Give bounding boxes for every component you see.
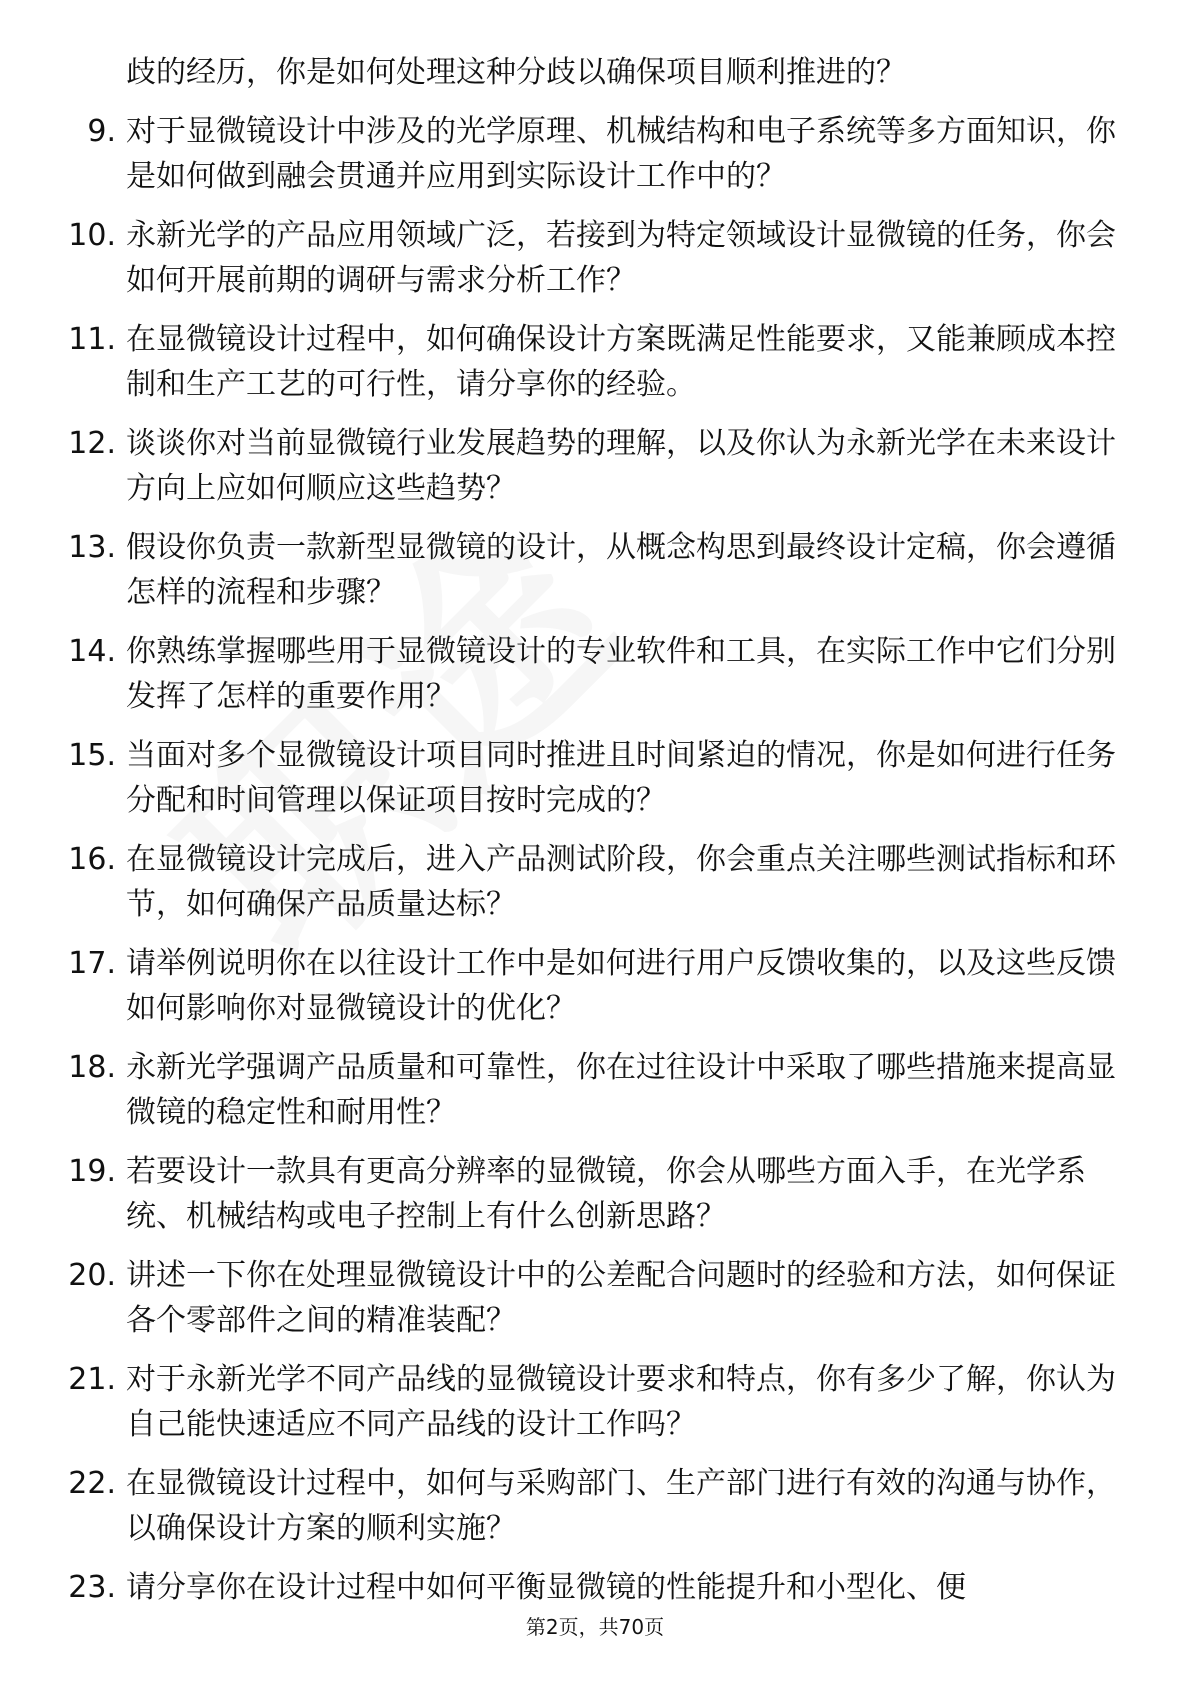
- list-item: [54, 1357, 1124, 1447]
- question-number: 21.: [68, 1362, 116, 1397]
- question-number: 19.: [68, 1154, 116, 1189]
- question-number: 10.: [68, 218, 116, 253]
- question-number: 14.: [68, 634, 116, 669]
- question-number: 11.: [68, 322, 116, 357]
- question-number: 15.: [68, 738, 116, 773]
- list-item-continuation: [54, 50, 1124, 95]
- question-number: 23.: [68, 1570, 116, 1605]
- list-item: [54, 317, 1124, 407]
- question-number: 17.: [68, 946, 116, 981]
- question-text: 在显微镜设计过程中，如何确保设计方案既满足性能要求，又能兼顾成本控制和生产工艺的可行性，请分享你的经验。: [126, 322, 1116, 402]
- question-number: 18.: [68, 1050, 116, 1085]
- list-item: [54, 837, 1124, 927]
- question-list: [54, 50, 1124, 1624]
- list-item: [54, 941, 1124, 1031]
- list-item: [54, 1461, 1124, 1551]
- list-item: [54, 1045, 1124, 1135]
- question-text: 对于永新光学不同产品线的显微镜设计要求和特点，你有多少了解，你认为自己能快速适应不同产品线的设计工作吗？: [126, 1362, 1116, 1442]
- question-number: 13.: [68, 530, 116, 565]
- question-text: 请举例说明你在以往设计工作中是如何进行用户反馈收集的，以及这些反馈如何影响你对显微镜设计的优化？: [126, 946, 1116, 1026]
- question-text: 谈谈你对当前显微镜行业发展趋势的理解，以及你认为永新光学在未来设计方向上应如何顺应这些趋势？: [126, 426, 1116, 506]
- list-item: [54, 109, 1124, 199]
- question-text: 永新光学强调产品质量和可靠性，你在过往设计中采取了哪些措施来提高显微镜的稳定性和耐用性？: [126, 1050, 1116, 1130]
- question-text: 假设你负责一款新型显微镜的设计，从概念构思到最终设计定稿，你会遵循怎样的流程和步骤？: [126, 530, 1116, 610]
- question-text: 若要设计一款具有更高分辨率的显微镜，你会从哪些方面入手，在光学系统、机械结构或电子控制上有什么创新思路？: [126, 1154, 1086, 1234]
- list-item: [54, 1253, 1124, 1343]
- question-text: 当面对多个显微镜设计项目同时推进且时间紧迫的情况，你是如何进行任务分配和时间管理以保证项目按时完成的？: [126, 738, 1116, 818]
- question-number: 9.: [87, 114, 116, 149]
- question-number: 16.: [68, 842, 116, 877]
- list-item: [54, 1565, 1124, 1610]
- page-footer: 第2页，共70页: [525, 1615, 665, 1639]
- list-item: [54, 629, 1124, 719]
- question-text: 请分享你在设计过程中如何平衡显微镜的性能提升和小型化、便: [126, 1570, 966, 1605]
- question-text: 对于显微镜设计中涉及的光学原理、机械结构和电子系统等多方面知识，你是如何做到融会贯通并应用到实际设计工作中的？: [126, 114, 1116, 194]
- question-text: 永新光学的产品应用领域广泛，若接到为特定领域设计显微镜的任务，你会如何开展前期的调研与需求分析工作？: [126, 218, 1116, 298]
- question-text: 讲述一下你在处理显微镜设计中的公差配合问题时的经验和方法，如何保证各个零部件之间的精准装配？: [126, 1258, 1116, 1338]
- list-item: [54, 733, 1124, 823]
- question-text: 在显微镜设计过程中，如何与采购部门、生产部门进行有效的沟通与协作，以确保设计方案的顺利实施？: [126, 1466, 1116, 1546]
- list-item: [54, 525, 1124, 615]
- question-text: 歧的经历，你是如何处理这种分歧以确保项目顺利推进的？: [126, 55, 906, 90]
- list-item: [54, 1149, 1124, 1239]
- list-item: [54, 213, 1124, 303]
- question-text: 在显微镜设计完成后，进入产品测试阶段，你会重点关注哪些测试指标和环节，如何确保产品质量达标？: [126, 842, 1116, 922]
- question-number: 20.: [68, 1258, 116, 1293]
- list-item: [54, 421, 1124, 511]
- question-number: 12.: [68, 426, 116, 461]
- question-text: 你熟练掌握哪些用于显微镜设计的专业软件和工具，在实际工作中它们分别发挥了怎样的重要作用？: [126, 634, 1116, 714]
- question-number: 22.: [68, 1466, 116, 1501]
